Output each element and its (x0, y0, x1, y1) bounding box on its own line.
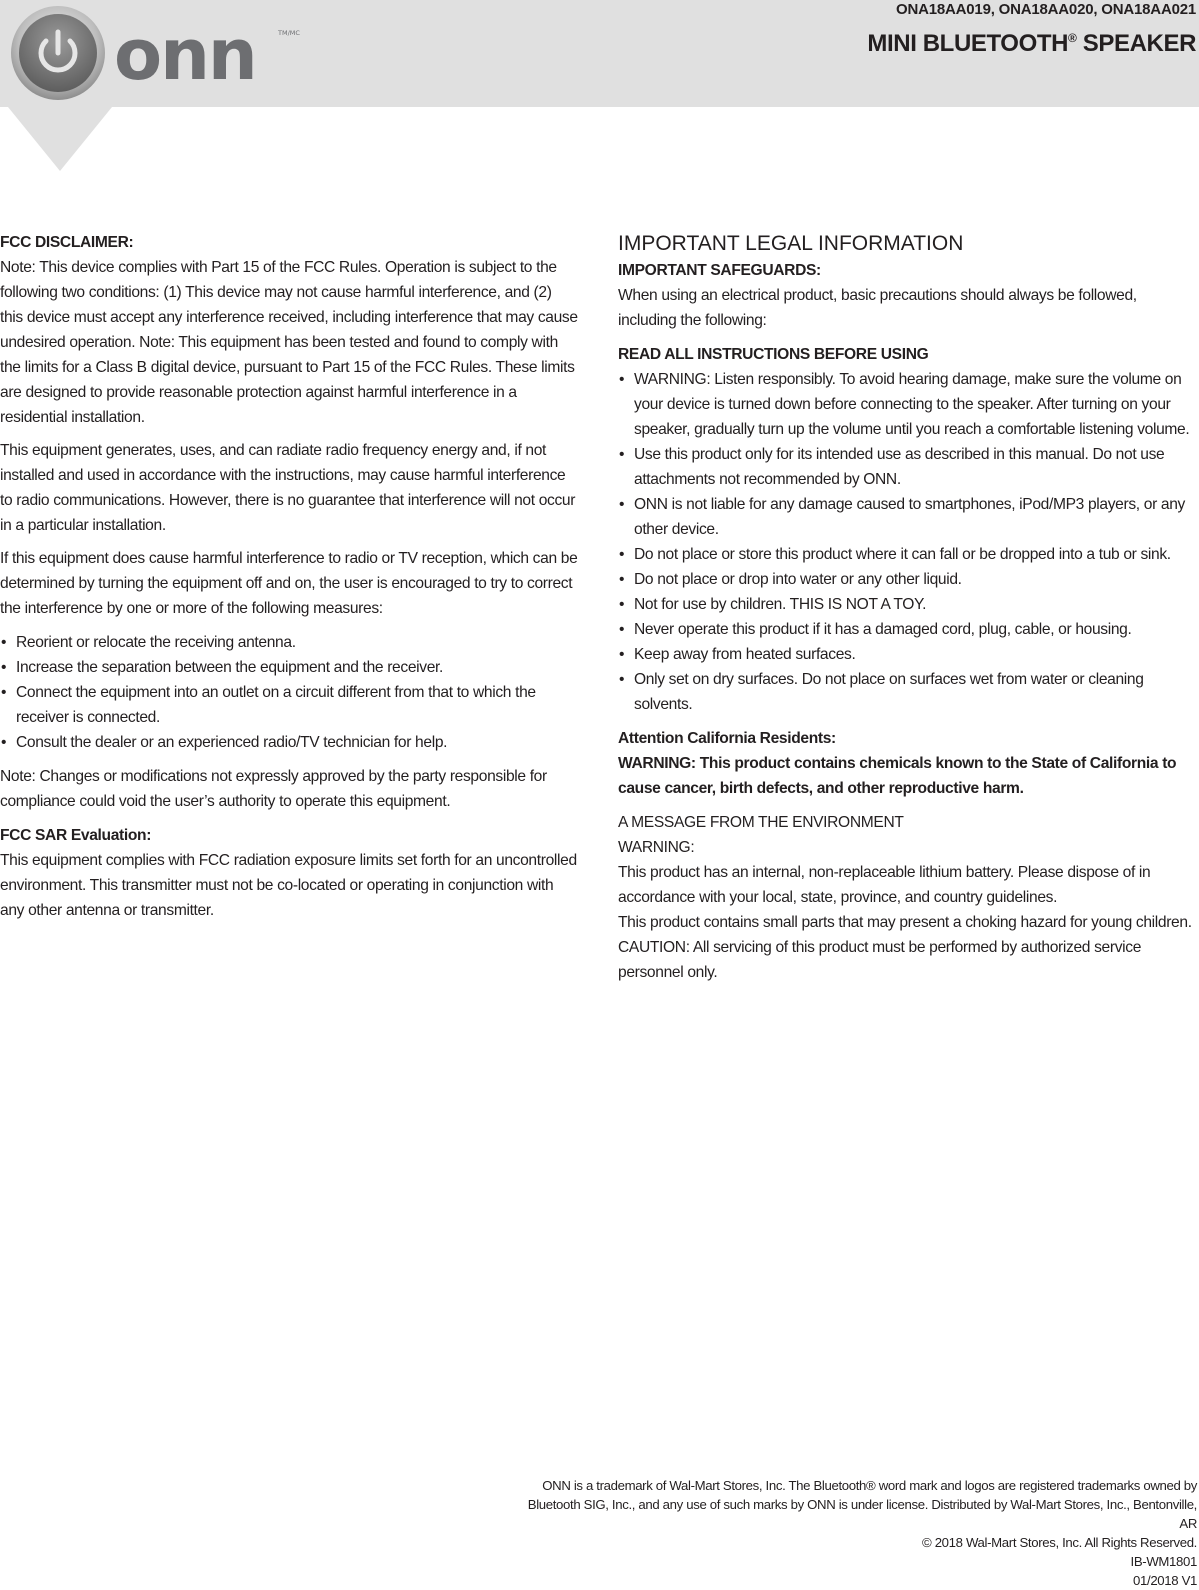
fcc-paragraph-1: Note: This device complies with Part 15 of the FCC Rules. Operation is subject to the following two conditions: (1) This device may not cause harmful interference, and (2) this device must accept any interference received, including interference that may cause undesired operation. Note: This equipment has been tested and found to comply with the limits for a Class B digital device, pursuant to Part 15 of the FCC Rules. These limits are designed to provide reasonable protection against harmful interference in a residential installation. (0, 259, 578, 426)
measures-list (0, 630, 578, 755)
footer-line: ONN is a trademark of Wal-Mart Stores, Inc. The Bluetooth® word mark and logos are registered trademarks owned by (542, 1478, 1197, 1493)
list-item: • Only set on dry surfaces. Do not place on surfaces wet from water or cleaning solvents. (618, 667, 1198, 717)
footer (517, 1476, 1197, 1590)
read-instructions-heading: READ ALL INSTRUCTIONS BEFORE USING (618, 346, 929, 363)
california-heading: Attention California Residents: (618, 730, 836, 747)
list-item: • Increase the separation between the equipment and the receiver. (0, 655, 578, 680)
list-item: • Consult the dealer or an experienced radio/TV technician for help. (0, 730, 578, 755)
list-item: • Reorient or relocate the receiving antenna. (0, 630, 578, 655)
list-item: • Connect the equipment into an outlet on a circuit different from that to which the receiver is connected. (0, 680, 578, 730)
header-pointer (8, 107, 112, 171)
environment-text-2: This product contains small parts that may present a choking hazard for young children. (618, 914, 1192, 931)
registered-mark: ® (1068, 31, 1077, 45)
environment-warning-label: WARNING: (618, 839, 695, 856)
instructions-list (618, 367, 1198, 717)
fcc-paragraph-2: This equipment generates, uses, and can radiate radio frequency energy and, if not installed and used in accordance with the instructions, may cause harmful interference to radio communications. However, there is no guarantee that interference will not occur in a particular installation. (0, 442, 576, 534)
fcc-column (0, 230, 578, 923)
trademark-mark: TM/MC (278, 29, 300, 37)
onn-logo (10, 5, 300, 101)
fcc-heading: FCC DISCLAIMER: (0, 234, 134, 251)
sar-heading: FCC SAR Evaluation: (0, 827, 152, 844)
fcc-paragraph-3: If this equipment does cause harmful interference to radio or TV reception, which can be determined by turning the equipment off and on, the user is encouraged to try to correct the interference by one or more of the following measures: (0, 550, 578, 617)
list-item: • Not for use by children. THIS IS NOT A TOY. (618, 592, 1198, 617)
environment-text-3: CAUTION: All servicing of this product must be performed by authorized service personnel only. (618, 939, 1142, 981)
product-title-end: SPEAKER (1076, 30, 1196, 57)
environment-heading: A MESSAGE FROM THE ENVIRONMENT (618, 814, 904, 831)
list-item: • Do not place or drop into water or any other liquid. (618, 567, 1198, 592)
sar-text: This equipment complies with FCC radiation exposure limits set forth for an uncontrolled environment. This transmitter must not be co-located or operating in conjunction with any other antenna or transmitter. (0, 852, 577, 919)
list-item: • ONN is not liable for any damage caused to smartphones, iPod/MP3 players, or any other device. (618, 492, 1198, 542)
list-item: • Keep away from heated surfaces. (618, 642, 1198, 667)
safeguards-text: When using an electrical product, basic precautions should always be followed, including the following: (618, 287, 1137, 329)
safeguards-heading: IMPORTANT SAFEGUARDS: (618, 262, 821, 279)
footer-line: © 2018 Wal-Mart Stores, Inc. All Rights Reserved. (922, 1535, 1197, 1550)
list-item: • Do not place or store this product where it can fall or be dropped into a tub or sink. (618, 542, 1198, 567)
footer-line: Bluetooth SIG, Inc., and any use of such marks by ONN is under license. Distributed by Wal-Mart Stores, Inc., Bentonville, AR (527, 1497, 1197, 1531)
list-item: • Use this product only for its intended use as described in this manual. Do not use attachments not recommended by ONN. (618, 442, 1198, 492)
legal-column (618, 230, 1198, 985)
fcc-note: Note: Changes or modifications not expressly approved by the party responsible for compliance could void the user’s authority to operate this equipment. (0, 768, 547, 810)
product-title (867, 30, 1196, 58)
model-numbers: ONA18AA019, ONA18AA020, ONA18AA021 (896, 1, 1196, 18)
legal-title: IMPORTANT LEGAL INFORMATION (618, 232, 964, 255)
brand-wordmark: onn (114, 14, 256, 96)
product-title-main: MINI BLUETOOTH (867, 30, 1069, 57)
list-item: • Never operate this product if it has a damaged cord, plug, cable, or housing. (618, 617, 1198, 642)
footer-line: 01/2018 V1 (1133, 1573, 1197, 1588)
environment-text-1: This product has an internal, non-replaceable lithium battery. Please dispose of in accordance with your local, state, province, and country guidelines. (618, 864, 1151, 906)
list-item: • WARNING: Listen responsibly. To avoid hearing damage, make sure the volume on your device is turned down before connecting to the speaker. After turning on your speaker, gradually turn up the volume until you reach a comfortable listening volume. (618, 367, 1198, 442)
california-warning: WARNING: This product contains chemicals known to the State of California to cause cancer, birth defects, and other reproductive harm. (618, 755, 1177, 797)
footer-line: IB-WM1801 (1130, 1554, 1197, 1569)
